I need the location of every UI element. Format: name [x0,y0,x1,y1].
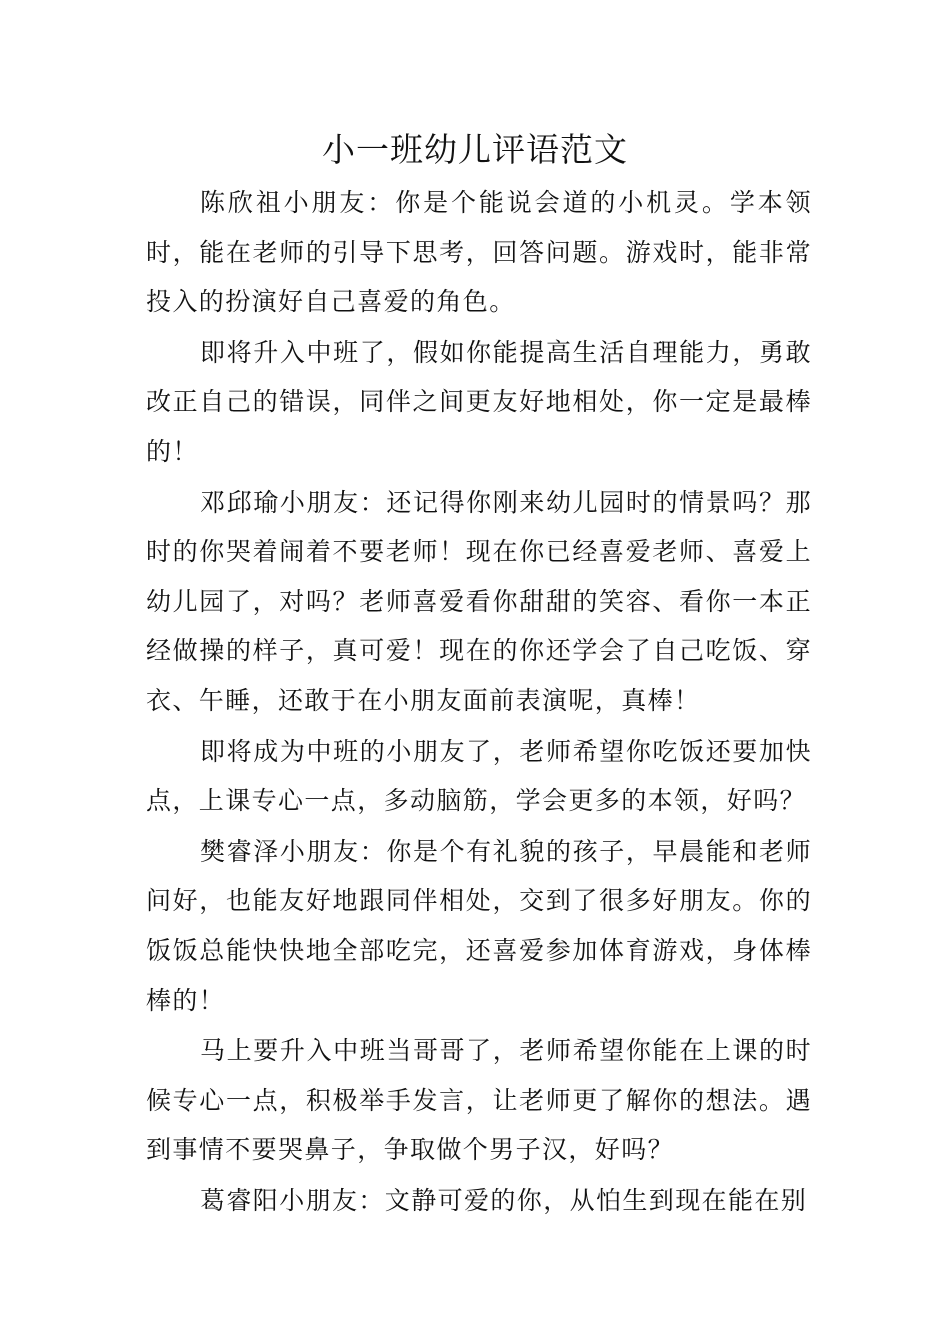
paragraph: 即将升入中班了，假如你能提高生活自理能力，勇敢改正自己的错误，同伴之间更友好地相处，你一定是最棒的！ [146,337,812,466]
page-title: 小一班幼儿评语范文 [322,130,628,169]
document-body [146,178,812,1226]
paragraph: 陈欣祖小朋友：你是个能说会道的小机灵。学本领时，能在老师的引导下思考，回答问题。游戏时，能非常投入的扮演好自己喜爱的角色。 [146,188,812,317]
paragraph: 樊睿泽小朋友：你是个有礼貌的孩子，早晨能和老师问好，也能友好地跟同伴相处，交到了很多好朋友。你的饭饭总能快快地全部吃完，还喜爱参加体育游戏，身体棒棒的！ [146,836,812,1015]
paragraph: 马上要升入中班当哥哥了，老师希望你能在上课的时候专心一点，积极举手发言，让老师更了解你的想法。遇到事情不要哭鼻子，争取做个男子汉，好吗？ [146,1036,812,1165]
paragraph: 即将成为中班的小朋友了，老师希望你吃饭还要加快点，上课专心一点，多动脑筋，学会更多的本领，好吗？ [146,736,812,816]
paragraph: 邓邱瑜小朋友：还记得你刚来幼儿园时的情景吗？那时的你哭着闹着不要老师！现在你已经喜爱老师、喜爱上幼儿园了，对吗？老师喜爱看你甜甜的笑容、看你一本正经做操的样子，真可爱！现在的你还学会了自己吃饭、穿衣、午睡，还敢于在小朋友面前表演呢，真棒！ [146,487,812,715]
paragraph: 葛睿阳小朋友：文静可爱的你，从怕生到现在能在别 [200,1185,808,1215]
